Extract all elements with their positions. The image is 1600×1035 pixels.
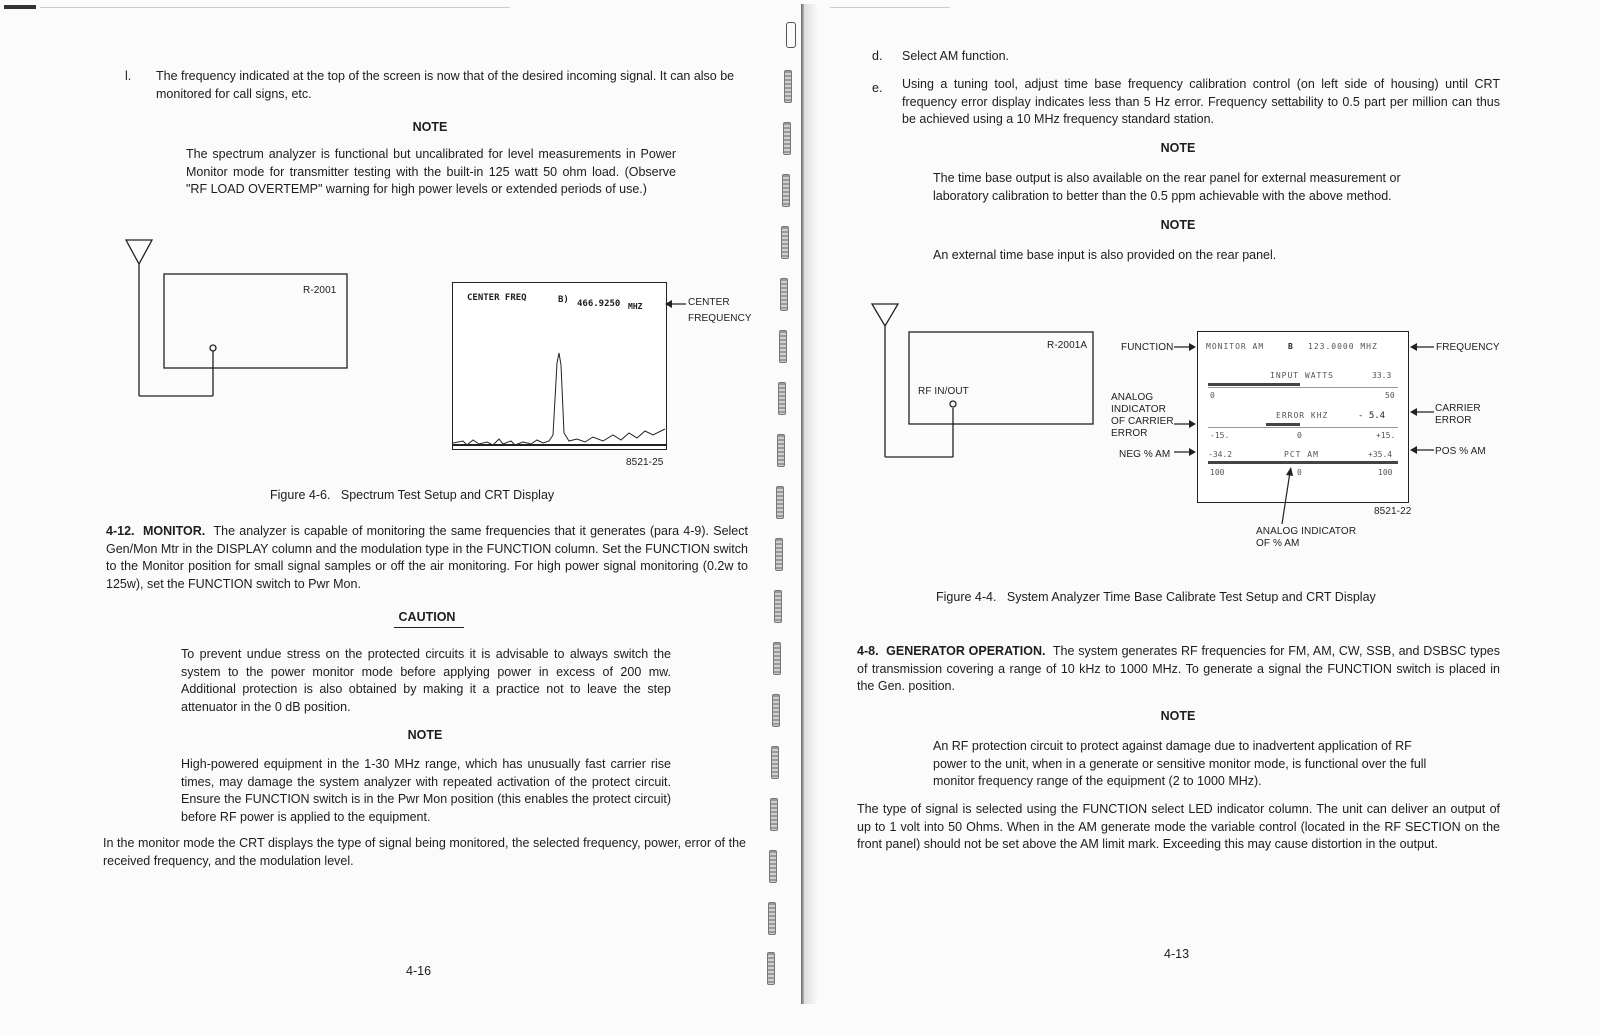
crt-error-scale-max: +15. (1376, 431, 1396, 440)
function-label: FUNCTION (1121, 342, 1174, 353)
crt-center-freq-label: CENTER FREQ (467, 293, 527, 303)
binding-tab (778, 382, 786, 415)
spectrum-trace (453, 283, 667, 450)
analog-am-callout-line (1276, 466, 1296, 526)
page-number: 4-16 (406, 964, 432, 978)
center-frequency-arrow (664, 298, 688, 310)
binding-tab (777, 434, 785, 467)
figure-number: 8521-25 (626, 457, 664, 468)
crt-neg-am-value: -34.2 (1208, 450, 1233, 459)
caution-underline (394, 627, 464, 628)
rf-in-out-label: RF IN/OUT (918, 386, 969, 397)
crt-power-scale-max: 50 (1385, 391, 1395, 400)
carrier-error-label-line2: ERROR (1435, 415, 1472, 426)
crt-frequency-value: 466.9250 (577, 299, 621, 309)
crt-power-bar (1208, 383, 1300, 386)
crt-am-scale-right: 100 (1378, 468, 1393, 477)
corner-mark (4, 5, 36, 9)
binding-tab (769, 850, 777, 883)
crt-error-label: ERROR KHZ (1276, 411, 1329, 420)
item-l-marker: l. (125, 69, 132, 83)
spectrum-test-setup-diagram (120, 236, 360, 406)
caution-text: To prevent undue stress on the protected circuits it is advisable to always switch the system to the power monitor mode before applying power in excess of 200 mw. Additional protection is also obtained by making it a practice not to leave the step attenuator in the 0 dB position. (181, 647, 671, 714)
right-callout-arrows (1408, 338, 1436, 463)
crt-am-scale-mid: 0 (1297, 468, 1302, 477)
time-base-test-setup-diagram (868, 300, 1098, 465)
binding-tab (775, 538, 783, 571)
binding-tab (783, 122, 791, 155)
binding-tab (772, 694, 780, 727)
crt-unit: MHZ (628, 302, 643, 311)
section-number: 4-8. (857, 644, 879, 658)
note-heading: NOTE (1160, 218, 1196, 232)
pos-am-label: POS % AM (1435, 446, 1486, 457)
analog-indicator-label-line2: INDICATOR (1111, 404, 1166, 415)
top-rule-right (830, 7, 950, 8)
analog-indicator-label-line3: OF CARRIER (1111, 416, 1174, 427)
analog-am-label-line1: ANALOG INDICATOR (1256, 526, 1357, 537)
monitor-section (106, 523, 748, 593)
connector-icon (950, 401, 956, 407)
analog-indicator-label-line1: ANALOG (1111, 392, 1154, 403)
crt-frequency-readout: 123.0000 MHZ (1308, 342, 1378, 351)
item-e-text: Using a tuning tool, adjust time base frequency calibration control (on left side of housing) until CRT frequency error display indicates less than 5 Hz error. Frequency settability to 0.5 part per million can thus be achieved using a 10 MHz frequency standard station. (902, 77, 1500, 126)
note-heading: NOTE (407, 728, 443, 742)
crt-display (452, 282, 667, 450)
binding-tab (779, 330, 787, 363)
center-frequency-callout-line1: CENTER (688, 297, 730, 308)
crt-error-scale-mid: 0 (1297, 431, 1302, 440)
binding-tab (767, 952, 775, 985)
antenna-icon (126, 240, 152, 396)
crt-pct-am-label: PCT AM (1284, 450, 1319, 459)
connector-icon (210, 345, 216, 351)
binding-hook (786, 22, 796, 48)
section-text: The analyzer is capable of monitoring the same frequencies that it generates (para 4-9). Select Gen/Mon Mtr in the DISPLAY column and the modulation type in the FUNCTION column. Set the FUNCTION switch to the Monitor position for small signal samples or off the air monitoring. For high power signal monitoring (0.2w to 125w), set the FUNCTION switch to Pwr Mon. (106, 524, 748, 591)
crt-function-readout: MONITOR AM (1206, 342, 1265, 351)
crt-input-watts-label: INPUT WATTS (1270, 371, 1334, 380)
generator-section (857, 643, 1500, 696)
note-text: An external time base input is also provided on the rear panel. (933, 248, 1277, 262)
crt-input-watts-value: 33.3 (1372, 371, 1392, 380)
crt-error-scale-min: -15. (1210, 431, 1230, 440)
figure-number: 8521-22 (1374, 506, 1412, 517)
left-callout-arrows (1172, 338, 1198, 463)
binding-tab (770, 798, 778, 831)
item-l-text: The frequency indicated at the top of the screen is now that of the desired incoming signal. It can also be monitored for call signs, etc. (156, 69, 735, 101)
binding-tab (784, 70, 792, 103)
binding-tab (768, 902, 776, 935)
binding-tab (776, 486, 784, 519)
analog-indicator-label-line4: ERROR (1111, 428, 1148, 439)
crt-power-scale-min: 0 (1210, 391, 1215, 400)
item-d-marker: d. (872, 49, 883, 63)
neg-am-label: NEG % AM (1119, 449, 1171, 460)
binding-tab (773, 642, 781, 675)
crt-am-bar (1208, 461, 1398, 464)
section-title: GENERATOR OPERATION. (886, 644, 1046, 658)
crt-error-scale (1208, 427, 1398, 428)
section-text: The system generates RF frequencies for FM, AM, CW, SSB, and DSBSC types of transmission covering a range of 10 kHz to 1000 MHz. To generate a signal the FUNCTION switch is placed in the Gen. position. (857, 644, 1500, 693)
page-number: 4-13 (1164, 947, 1190, 961)
antenna-icon (872, 304, 898, 457)
binding-tab (781, 226, 789, 259)
item-e-marker: e. (872, 81, 883, 95)
note-heading: NOTE (412, 120, 448, 134)
top-rule-left (40, 7, 510, 8)
center-frequency-callout-line2: FREQUENCY (688, 313, 752, 324)
crt-marker: B) (558, 295, 569, 305)
binding-tab (774, 590, 782, 623)
binding-tab (771, 746, 779, 779)
crt-error-value: - 5.4 (1358, 411, 1386, 421)
crt-error-bar (1266, 423, 1300, 426)
section-number: 4-12. (106, 524, 135, 538)
note-text: The time base output is also available on the rear panel for external measurement or laboratory calibration to better than the 0.5 ppm achievable with the above method. (933, 171, 1401, 203)
note-text: An RF protection circuit to protect against damage due to inadvertent application of RF power to the unit, when in a generate or sensitive monitor mode, is functional over the full monitor frequency range of the equipment (2 to 1000 MHz). (933, 739, 1427, 788)
crt-power-scale (1208, 387, 1398, 388)
caution-heading: CAUTION (398, 610, 456, 624)
page-edge-shadow (804, 4, 818, 1004)
crt-display (1197, 331, 1409, 503)
analyzer-box-label: R-2001 (303, 285, 337, 296)
frequency-label: FREQUENCY (1436, 342, 1500, 353)
crt-marker: B (1288, 342, 1293, 351)
analyzer-box-label: R-2001A (1047, 340, 1088, 351)
note-heading: NOTE (1160, 709, 1196, 723)
figure-caption: Figure 4-4. System Analyzer Time Base Calibrate Test Setup and CRT Display (936, 590, 1376, 604)
binding-tab (780, 278, 788, 311)
closing-paragraph: The type of signal is selected using the FUNCTION select LED indicator column. The unit can deliver an output of up to 1 volt into 50 Ohms. When in the AM generate mode the variable control (located in the RF SECTION on the front panel) should not be set above the AM limit mark. Exceeding this may cause distortion in the output. (857, 802, 1500, 851)
carrier-error-label-line1: CARRIER (1435, 403, 1481, 414)
section-title: MONITOR. (142, 524, 206, 538)
closing-paragraph: In the monitor mode the CRT displays the type of signal being monitored, the selected frequency, power, error of the received frequency, and the modulation level. (103, 836, 746, 868)
note-text: The spectrum analyzer is functional but uncalibrated for level measurements in Power Monitor mode for transmitter testing with the built-in 125 watt 50 ohm load. (Observe "RF LOAD OVERTEMP" warning for high power levels or extended periods of use.) (186, 147, 676, 196)
crt-am-scale-left: 100 (1210, 468, 1225, 477)
crt-pos-am-value: +35.4 (1368, 450, 1393, 459)
analog-am-label-line2: OF % AM (1256, 538, 1300, 549)
item-d-text: Select AM function. (902, 49, 1010, 63)
figure-caption: Figure 4-6. Spectrum Test Setup and CRT Display (270, 488, 555, 502)
binding-tab (782, 174, 790, 207)
note-heading: NOTE (1160, 141, 1196, 155)
note-text: High-powered equipment in the 1-30 MHz range, which has unusually fast carrier rise times, may damage the system analyzer with repeated activation of the protect circuit. Ensure the FUNCTION switch is in the Pwr Mon position (this enables the protect circuit) before RF power is applied to the equipment. (181, 757, 671, 824)
